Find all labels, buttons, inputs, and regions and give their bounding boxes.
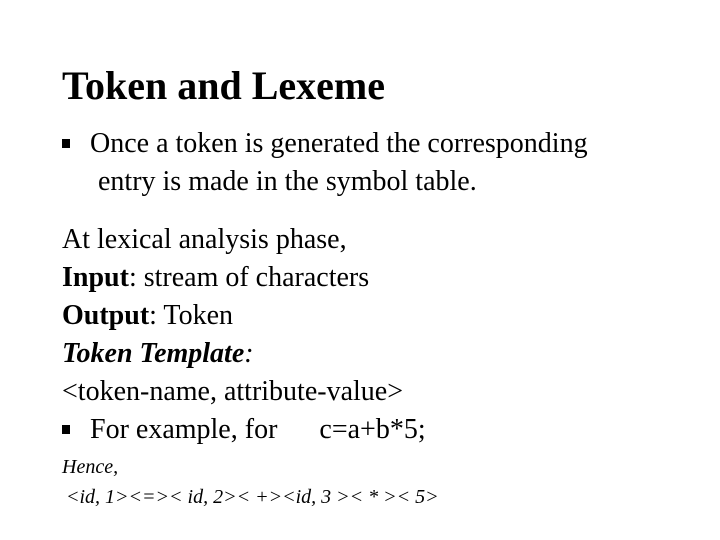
template-label: Token Template [62,338,245,369]
bullet-symbol-table [62,128,588,160]
token-stream: <id, 1><=>< id, 2>< +><id, 3 >< * >< 5> [66,486,439,508]
example-text: For example, for [90,414,278,445]
template-value: <token-name, attribute-value> [62,376,404,407]
hence-label: Hence, [62,456,119,478]
input-label: Input [62,262,129,293]
input-text: : stream of characters [128,262,370,293]
phase-line: At lexical analysis phase, [62,224,347,255]
template-colon: : [244,338,254,369]
bullet-text-line2: entry is made in the symbol table. [98,166,477,197]
output-label: Output [62,300,150,331]
input-line [62,262,369,294]
bullet-example [62,414,426,446]
example-expression: c=a+b*5; [319,414,426,445]
template-line [62,338,254,370]
output-line [62,300,233,332]
slide-title: Token and Lexeme [62,63,386,108]
output-text: : Token [149,300,234,331]
square-bullet-icon [62,139,70,148]
square-bullet-icon [62,425,70,434]
bullet-text-line1: Once a token is generated the corresponding [90,128,588,159]
